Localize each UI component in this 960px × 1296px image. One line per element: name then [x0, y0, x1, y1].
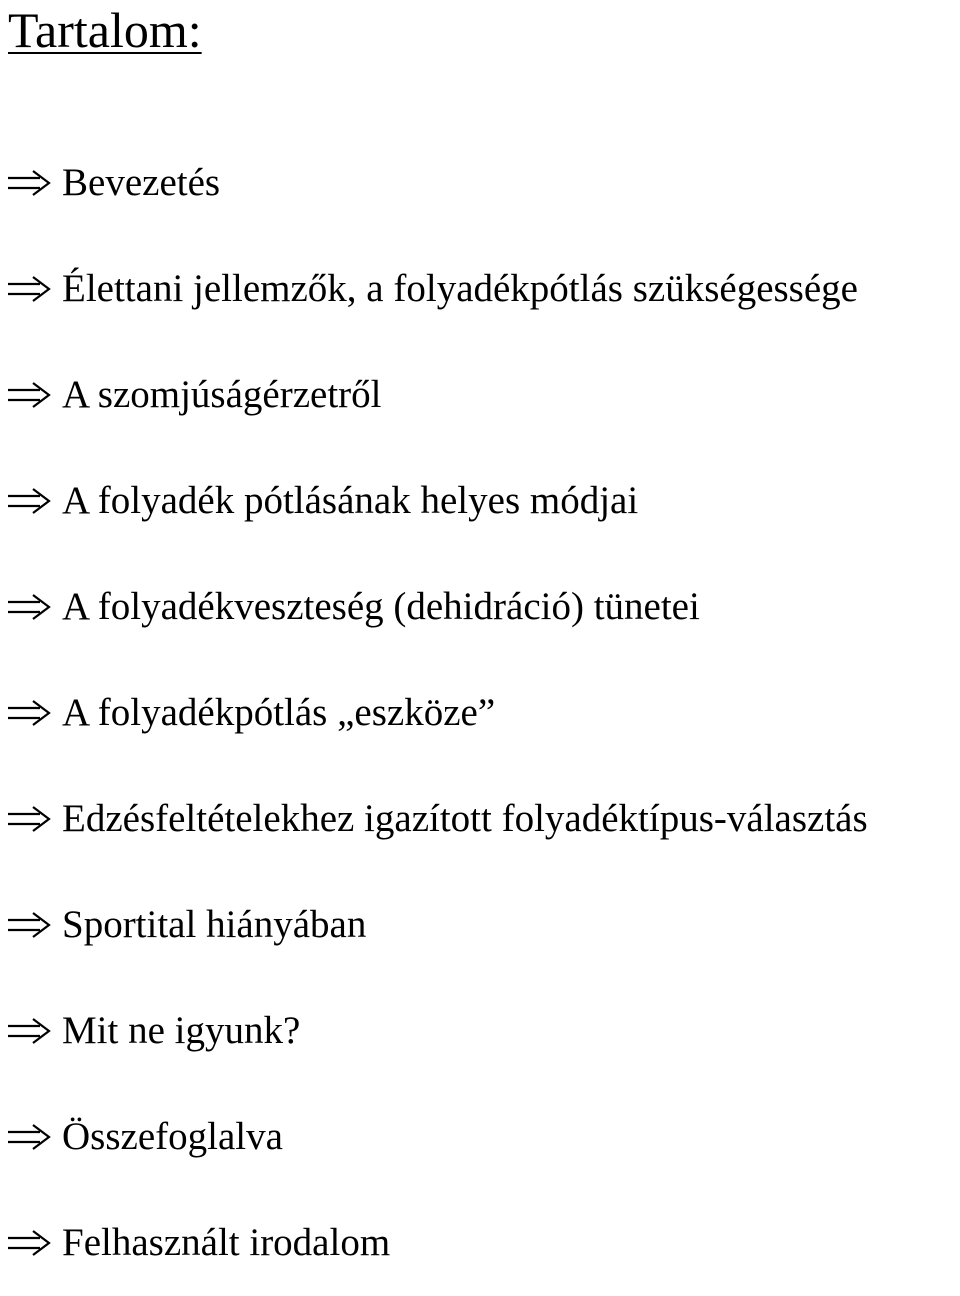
toc-item — [0, 448, 868, 554]
toc-item — [0, 342, 868, 448]
toc-item-label: A folyadék pótlásának helyes módjai — [62, 479, 639, 522]
toc-item-label: A folyadékveszteség (dehidráció) tünetei — [62, 585, 700, 628]
double-right-arrow-icon — [6, 486, 52, 516]
double-right-arrow-icon — [6, 698, 52, 728]
page-title: Tartalom: — [8, 2, 202, 58]
toc-item-label: Összefoglalva — [62, 1115, 283, 1158]
double-right-arrow-icon — [6, 1122, 52, 1152]
double-right-arrow-icon — [6, 380, 52, 410]
toc-item-label: Mit ne igyunk? — [62, 1009, 301, 1052]
double-right-arrow-icon — [6, 168, 52, 198]
double-right-arrow-icon — [6, 1016, 52, 1046]
toc-item — [0, 978, 868, 1084]
double-right-arrow-icon — [6, 910, 52, 940]
toc-item — [0, 660, 868, 766]
toc-item — [0, 554, 868, 660]
toc-item-label: Sportital hiányában — [62, 903, 367, 946]
toc-item-label: A folyadékpótlás „eszköze” — [62, 691, 496, 734]
toc-item-label: A szomjúságérzetről — [62, 373, 382, 416]
toc-item — [0, 872, 868, 978]
double-right-arrow-icon — [6, 592, 52, 622]
toc-item — [0, 236, 868, 342]
toc-item — [0, 766, 868, 872]
toc-item-label: Felhasznált irodalom — [62, 1221, 391, 1264]
toc-item — [0, 1084, 868, 1190]
toc-item — [0, 130, 868, 236]
toc-item-label: Edzésfeltételekhez igazított folyadéktípus-választás — [62, 797, 868, 840]
table-of-contents — [0, 130, 868, 1296]
toc-item-label: Élettani jellemzők, a folyadékpótlás szükségessége — [62, 267, 858, 310]
double-right-arrow-icon — [6, 804, 52, 834]
double-right-arrow-icon — [6, 1228, 52, 1258]
toc-item-label: Bevezetés — [62, 161, 221, 204]
double-right-arrow-icon — [6, 274, 52, 304]
toc-item — [0, 1190, 868, 1296]
